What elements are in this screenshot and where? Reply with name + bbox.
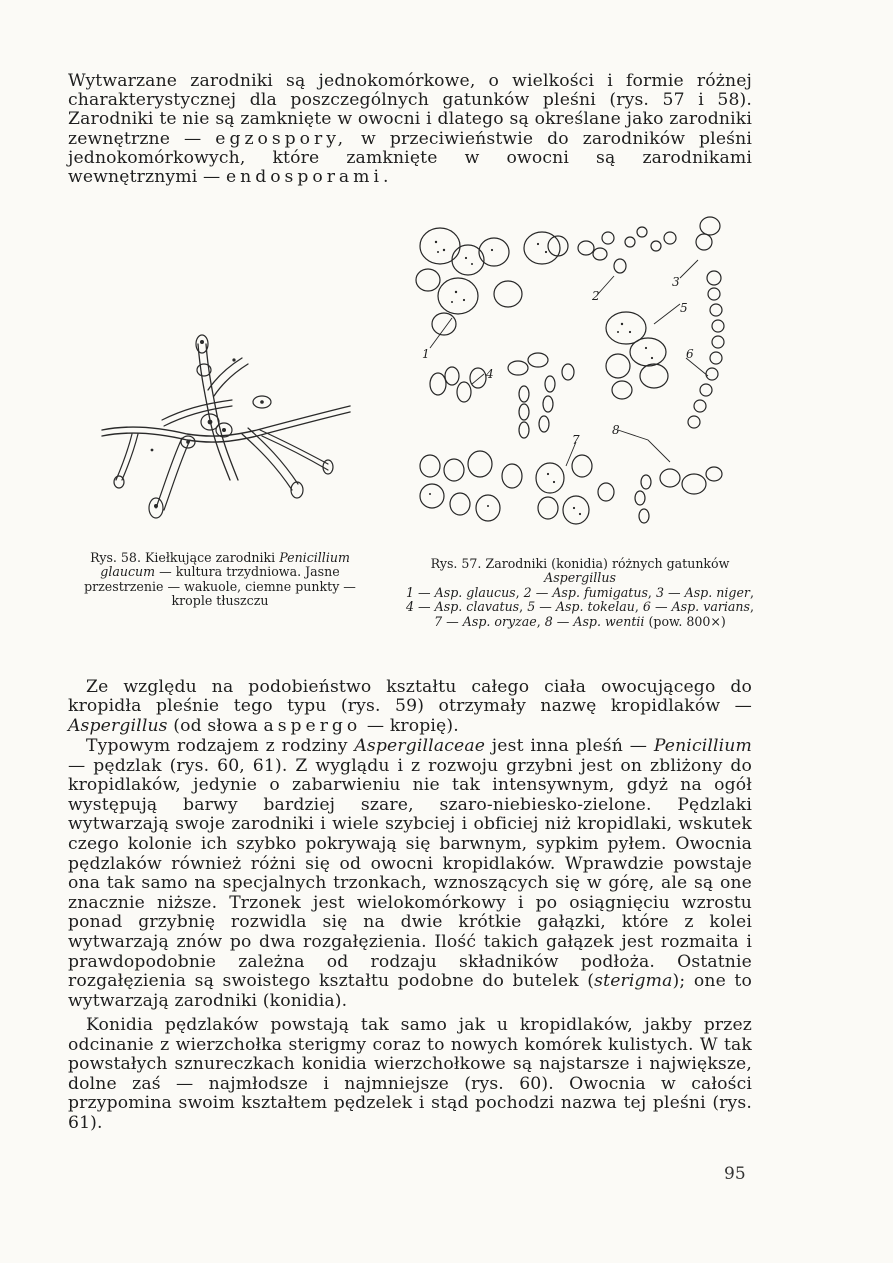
fig57-label-4: 4 [486,367,494,381]
fig57-label-2: 2 [592,289,600,303]
fig57-label-7: 7 [572,433,580,447]
paragraph-conidia: Konidia pędzlaków powstają tak samo jak u kropidlaków, jakby przez odcinanie z wierzchołka sterigmy coraz to nowych komórek kulistych. W tak powstałych sznureczkach konidia wierzchołkowe są najstarsze i największe, dolne zaś — najmłodsze i najmniejsze (rys. 60). Owocnia w całości przypomina swoim kształtem pędzelek i stąd pochodzi nazwa tej pleśni (rys. 61). [68,1015,752,1133]
label-leader-lines [430,260,708,466]
paragraph-penicillium: Typowym rodzajem z rodziny Aspergillaceae jest inna pleśń — Penicillium — pędzlak (rys. 60, 61). Z wyglądu i z rozwoju grzybni jest on zbliżony do kropidlaków, jedynie o zabarwieniu nie tak intensywnym, gdyż na ogół występują barwy bardziej szare, szaro-niebiesko-zielone. Pędzlaki wytwarzają swoje zarodniki i wiele szybciej i obficiej niż kropidlaki, wskutek czego kolonie ich szybko pokrywają się barwnym, sypkim pyłem. Owocnia pędzlaków również różni się od owocni kropidlaków. Wprawdzie powstaje ona tak samo na specjalnych trzonkach, wznoszących się w górę, ale są one znacznie niższe. Trzonek jest wielokomórkowy i po osiągnięciu wzrostu ponad grzybnię rozwidla się na dwie krótkie gałązki, które z kolei wytwarzają znów po dwa rozgałęzienia. Ilość takich gałązek jest rozmaita i prawdopodobnie zależna od rodzaju składników podłoża. Ostatnie rozgałęzienia są swoistego kształtu podobne do butelek (sterigma); one to wytwarzają zarodniki (konidia). [68,736,752,1011]
paragraph-aspergillus-name: Ze względu na podobieństwo kształtu całego ciała owocującego do kropidła pleśnie tego typu (rys. 59) otrzymały nazwę kropidlaków — Aspergillus (od słowa aspergo — kropię). [68,677,752,736]
figure-57-legend: 1 — Asp. glaucus, 2 — Asp. fumigatus, 3 — Asp. niger, 4 — Asp. clavatus, 5 — Asp. tokelau, 6 — Asp. varians, 7 — Asp. oryzae, 8 — Asp. wentii (pow. 800×) [406,584,754,629]
fig57-label-6: 6 [686,347,694,361]
conidia-tokelau-varians [606,312,668,399]
figure-germinating-spores [92,330,367,540]
spore-cells [114,335,333,518]
page-number: 95 [724,1164,746,1184]
term-endospory: endosporami. [225,167,393,188]
fig57-label-1: 1 [422,347,430,361]
fig57-label-8: 8 [612,423,620,437]
fig57-label-5: 5 [680,301,688,315]
figure-aspergillus-conidia [408,208,744,538]
term-egzospory: egzospory, [215,128,348,149]
figure-58-caption: Rys. 58. Kiełkujące zarodniki Penicillium glaucum — kultura trzydniowa. Jasne przestrzenie — wakuole, ciemne punkty — krople tłuszczu [84,550,356,609]
fig57-label-3: 3 [672,275,680,289]
conidia-chains [578,217,724,428]
hypha-branches [116,400,328,510]
conidia-niger-clavatus [430,353,574,438]
conidia-glaucus [416,228,568,335]
figure-57-caption: Rys. 57. Zarodniki (konidia) różnych gatunków Aspergillus 1 — Asp. glaucus, 2 — Asp. fumigatus, 3 — Asp. niger, 4 — Asp. clavatus, 5 — Asp. tokelau, 6 — Asp. varians, 7 — Asp. oryzae, 8 — Asp. wentii (pow. 800×) [406,556,754,629]
paragraph-spores: Wytwarzane zarodniki są jednokomórkowe, o wielkości i formie różnej charakterystycznej dla poszczególnych gatunków pleśni (rys. 57 i 58). Zarodniki te nie są zamknięte w owocni i dlatego są określane jako zarodniki zewnętrzne — egzospory, w przeciwieństwie do zarodników pleśni jednokomórkowych, które zamknięte w owocni są zarodnikami wewnętrznymi — endosporami. [68,71,752,188]
conidia-oryzae-wentii [420,451,722,524]
